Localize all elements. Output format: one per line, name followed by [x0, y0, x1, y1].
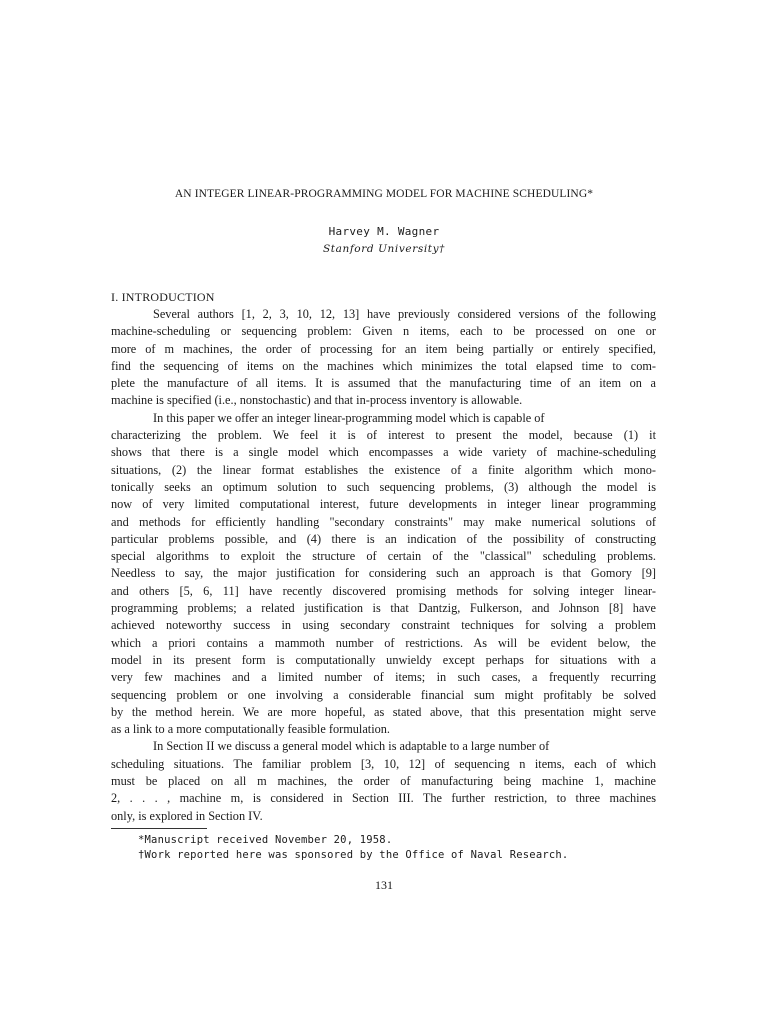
author-name: Harvey M. Wagner — [328, 225, 440, 238]
text-line: 2, . . . , machine m, is considered in Section III. The further restriction, to three machines — [111, 791, 656, 806]
text-line: programming problems; a related justification is that Dantzig, Fulkerson, and Johnson [8] have — [111, 601, 656, 616]
text-line: and others [5, 6, 11] have recently discovered promising methods for solving integer linear- — [111, 583, 656, 598]
text-line: now of very limited computational interest, future developments in integer linear programming — [111, 497, 656, 512]
text-line: achieved noteworthy success in using secondary constraint techniques for solving a problem — [111, 618, 656, 633]
text-line: as a link to a more computationally feasible formulation. — [111, 722, 390, 737]
text-line: Needless to say, the major justification for considering such an approach is that Gomory [9] — [111, 566, 656, 581]
text-line: find the sequencing of items on the machines which minimizes the total elapsed time to com- — [111, 358, 656, 373]
text-line: special algorithms to exploit the structure of certain of the "classical" scheduling problems. — [111, 549, 656, 564]
text-line: only, is explored in Section IV. — [111, 808, 263, 823]
body-text — [111, 306, 656, 825]
text-line: shows that there is a single model which encompasses a wide variety of machine-scheduling — [111, 445, 656, 460]
text-line: which a priori contains a mammoth number of restrictions. As will be evident below, the — [111, 635, 656, 650]
text-line: particular problems possible, and (4) there is an indication of the possibility of constructing — [111, 531, 656, 546]
text-line: machine is specified (i.e., nonstochastic) and that in-process inventory is allowable. — [111, 393, 523, 408]
text-line: In Section II we discuss a general model which is adaptable to a large number of — [153, 739, 550, 754]
text-line: Several authors [1, 2, 3, 10, 12, 13] have previously considered versions of the following — [153, 307, 656, 321]
text-line: plete the manufacture of all items. It is assumed that the manufacturing time of an item on a — [111, 376, 656, 391]
footnote: *Manuscript received November 20, 1958. — [138, 834, 393, 846]
text-line: must be placed on all m machines, the order of manufacturing being machine 1, machine — [111, 774, 656, 789]
text-line: characterizing the problem. We feel it is of interest to present the model, because (1) it — [111, 428, 656, 443]
text-line: scheduling situations. The familiar problem [3, 10, 12] of sequencing n items, each of which — [111, 756, 656, 771]
text-line: very few machines and a limited number of items; in such cases, a frequently recurring — [111, 670, 656, 685]
text-line: sequencing problem or one involving a considerable financial sum might profitably be solved — [111, 687, 656, 702]
text-line: by the method herein. We are more hopeful, as stated above, that this presentation might serve — [111, 704, 656, 719]
text-line: model in its present form is computationally unwieldy except perhaps for situations with a — [111, 652, 656, 667]
text-line: tonically seeks an optimum solution to such sequencing problems, (3) although the model is — [111, 479, 656, 494]
page-number: 131 — [375, 878, 393, 892]
text-line: machine-scheduling or sequencing problem: Given n items, each to be processed on one or — [111, 324, 656, 339]
text-line: more of m machines, the order of processing for an item being partially or entirely specified, — [111, 341, 656, 356]
footnote-divider — [111, 828, 207, 829]
section-heading: I. INTRODUCTION — [111, 290, 215, 304]
footnote: †Work reported here was sponsored by the Office of Naval Research. — [138, 849, 569, 861]
paper-title: AN INTEGER LINEAR-PROGRAMMING MODEL FOR MACHINE SCHEDULING* — [174, 188, 594, 200]
text-line: situations, (2) the linear format establishes the existence of a finite algorithm which mono- — [111, 462, 656, 477]
footnotes — [111, 833, 568, 863]
author-affiliation: Stanford University† — [322, 243, 445, 255]
text-line: and methods for efficiently handling "secondary constraints" may make numerical solutions of — [111, 514, 656, 529]
text-line: In this paper we offer an integer linear-programming model which is capable of — [153, 410, 545, 425]
